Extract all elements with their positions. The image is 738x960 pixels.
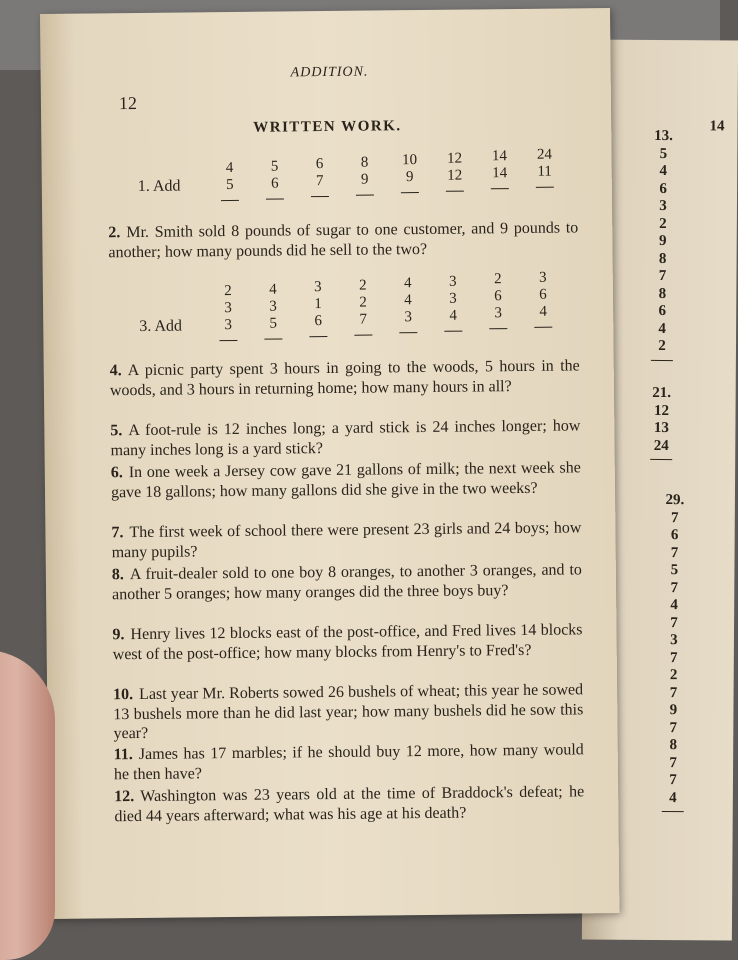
- facing-value: 7: [670, 579, 679, 596]
- addend: 14: [492, 165, 508, 182]
- facing-value: 4: [658, 320, 666, 337]
- addend: 5: [270, 158, 279, 175]
- facing-rule: [650, 459, 672, 460]
- facing-value: 3: [659, 197, 667, 215]
- facing-value: 7: [671, 509, 679, 526]
- addend: 11: [537, 163, 552, 180]
- problem-number: 2.: [108, 224, 121, 242]
- problem-text: James has 17 marbles; if he should buy 12 more, how many would he then have?: [113, 741, 584, 783]
- facing-value: 7: [669, 754, 677, 771]
- problem-number: 7.: [111, 524, 124, 542]
- facing-value: 6: [670, 527, 679, 544]
- facing-values-29: [657, 509, 691, 807]
- sum-line: [399, 332, 417, 333]
- problem-text: Henry lives 12 blocks east of the post-office, and Fred lives 14 blocks west of the post-office; how many blocks from Henry's to Fred's?: [112, 621, 583, 663]
- facing-value: 5: [659, 145, 668, 162]
- add-problem-1-column-1: [215, 160, 245, 201]
- facing-value: 4: [669, 789, 677, 806]
- problem-text: A fruit-dealer sold to one boy 8 oranges, to another 3 oranges, and to another 5 oranges; how many oranges did the three boys buy?: [111, 561, 582, 603]
- addend: 9: [360, 171, 369, 188]
- addend: 2: [493, 271, 502, 288]
- book-page: [40, 8, 619, 919]
- addend: 5: [269, 315, 278, 332]
- sum-line: [444, 330, 462, 331]
- facing-value: 13: [653, 419, 669, 437]
- addend: 6: [494, 288, 502, 305]
- addend: 2: [359, 294, 367, 311]
- word-problem-5: [110, 416, 580, 460]
- section-title: WRITTEN WORK.: [253, 118, 402, 136]
- addend: 2: [359, 277, 367, 294]
- sum-line: [266, 198, 284, 199]
- facing-value: 2: [658, 337, 666, 355]
- sum-line: [221, 200, 239, 201]
- addend: 9: [405, 169, 414, 186]
- problem-number: 10.: [113, 686, 134, 704]
- addend: 24: [536, 146, 553, 163]
- word-problem-10: [113, 680, 584, 743]
- add-problem-3-column-5: [393, 275, 424, 333]
- word-problem-12: [114, 782, 584, 826]
- addend: 4: [449, 307, 458, 324]
- facing-value: 7: [669, 719, 678, 736]
- addend: 1: [314, 296, 322, 313]
- add-problem-3-column-8: [528, 269, 559, 327]
- facing-value: 7: [670, 649, 678, 666]
- add-problem-1-column-2: [260, 158, 290, 199]
- facing-edge-number: 14: [709, 118, 725, 135]
- addend: 4: [539, 303, 547, 320]
- problem-number: 9.: [112, 626, 125, 644]
- problem-text: In one week a Jersey cow gave 21 gallons of milk; the next week she gave 18 gallons; how many gallons did she give in the two weeks?: [110, 459, 581, 501]
- problem-number: 11.: [113, 746, 133, 764]
- sum-line: [446, 190, 464, 191]
- add-problem-1-column-6: [439, 150, 469, 191]
- problem-text: The first week of school there were present 23 girls and 24 boys; how many pupils?: [111, 519, 582, 561]
- add-problem-3-column-6: [438, 273, 469, 331]
- addend: 4: [404, 275, 412, 292]
- facing-value: 4: [659, 162, 668, 180]
- add-problem-3-label: 3. Add: [139, 317, 183, 335]
- problem-number: 12.: [114, 788, 135, 806]
- sum-line: [354, 334, 372, 335]
- addend: 12: [447, 167, 463, 184]
- addend: 10: [401, 152, 418, 169]
- sum-line: [534, 326, 552, 327]
- sum-line: [401, 192, 419, 193]
- addend: 6: [270, 175, 279, 192]
- facing-value: 7: [670, 544, 679, 561]
- problem-number: 5.: [110, 422, 123, 440]
- add-problem-1-column-5: [394, 152, 424, 193]
- facing-value: 8: [669, 737, 678, 754]
- sum-line: [264, 338, 282, 339]
- facing-value: 5: [670, 562, 679, 579]
- facing-value: 7: [670, 614, 678, 631]
- addend: 3: [448, 273, 457, 290]
- addend: 6: [314, 313, 323, 330]
- add-problem-3-column-1: [213, 283, 244, 341]
- problem-text: Washington was 23 years old at the time of Braddock's defeat; he died 44 years afterward; what was his age at his death?: [114, 783, 585, 825]
- facing-value: 9: [658, 232, 667, 250]
- word-problem-7: [111, 518, 581, 562]
- facing-block-13: [646, 128, 680, 361]
- addend: 6: [315, 156, 324, 173]
- facing-value: 2: [669, 667, 678, 684]
- thumb: [0, 650, 55, 960]
- facing-value: 7: [669, 772, 677, 789]
- problem-text: A foot-rule is 12 inches long; a yard stick is 24 inches longer; how many inches long is a yard stick?: [110, 417, 581, 459]
- addend: 3: [538, 269, 547, 286]
- addend: 4: [225, 159, 234, 177]
- word-problem-8: [112, 560, 582, 604]
- facing-value: 2: [659, 215, 667, 232]
- facing-value: 12: [653, 402, 670, 419]
- facing-value: 9: [669, 702, 678, 719]
- sum-line: [219, 340, 237, 341]
- word-problem-9: [112, 620, 582, 664]
- facing-value: 8: [658, 250, 667, 267]
- word-problem-2: [108, 218, 578, 262]
- problem-text: A picnic party spent 3 hours in going to the woods, 5 hours in the woods, and 3 hours in returning home; how many hours in all?: [109, 357, 580, 399]
- problem-text: Last year Mr. Roberts sowed 26 bushels of wheat; this year he sowed 13 bushels more than he did last year; how many bushels did he sow this year?: [113, 681, 584, 743]
- addend: 3: [314, 279, 322, 296]
- addend: 4: [404, 292, 412, 309]
- addend: 5: [225, 176, 234, 194]
- add-problem-3-column-4: [348, 277, 379, 335]
- word-problem-6: [111, 458, 581, 502]
- word-problem-11: [114, 740, 584, 784]
- facing-value: 6: [659, 180, 667, 197]
- facing-value: 3: [670, 632, 678, 649]
- facing-value: 4: [670, 597, 679, 614]
- addend: 14: [491, 148, 508, 165]
- sum-line: [311, 196, 329, 197]
- addend: 7: [315, 173, 324, 190]
- page-number: 12: [118, 92, 138, 114]
- facing-values-21: [645, 402, 677, 455]
- facing-block-21: [645, 385, 678, 460]
- addend: 3: [224, 300, 232, 317]
- sum-line: [309, 336, 327, 337]
- facing-value: 24: [653, 437, 669, 454]
- sum-line: [356, 194, 374, 195]
- facing-heading-21: 21.: [652, 384, 672, 402]
- addend: 8: [360, 154, 369, 171]
- problem-number: 6.: [110, 464, 123, 482]
- facing-values-13: [646, 145, 679, 355]
- sum-line: [491, 188, 509, 189]
- addend: 3: [449, 290, 457, 307]
- addend: 3: [494, 305, 502, 322]
- facing-rule: [651, 359, 673, 360]
- word-problem-4: [110, 356, 580, 400]
- facing-block-29: [657, 492, 691, 812]
- addend: 7: [359, 311, 368, 328]
- add-problem-1-label: 1. Add: [137, 177, 181, 195]
- add-problem-1-column-4: [349, 154, 379, 195]
- addend: 2: [224, 283, 232, 300]
- add-problem-3-column-3: [303, 279, 334, 337]
- problem-text: Mr. Smith sold 8 pounds of sugar to one customer, and 9 pounds to another; how many pounds did he sell to the two?: [108, 219, 579, 261]
- facing-value: 7: [669, 684, 678, 701]
- facing-heading-29: 29.: [665, 492, 685, 509]
- addend: 6: [539, 286, 547, 303]
- facing-value: 7: [658, 267, 667, 285]
- addend: 3: [404, 309, 413, 326]
- add-problem-3-column-2: [258, 281, 289, 339]
- addend: 12: [446, 150, 463, 167]
- add-problem-1-column-8: [529, 146, 559, 187]
- addend: 4: [269, 281, 277, 298]
- facing-value: 8: [658, 285, 667, 302]
- addend: 3: [224, 317, 233, 334]
- facing-rule: [662, 811, 684, 812]
- add-problem-1-column-3: [305, 156, 335, 197]
- add-problem-3-column-7: [483, 271, 514, 329]
- facing-heading-13: 13.: [654, 127, 673, 145]
- running-head: ADDITION.: [290, 64, 369, 81]
- add-problem-1-column-7: [484, 148, 514, 189]
- addend: 3: [269, 298, 277, 315]
- problem-number: 8.: [111, 566, 124, 584]
- facing-value: 6: [658, 302, 667, 320]
- sum-line: [489, 328, 507, 329]
- problem-number: 4.: [109, 362, 122, 380]
- sum-line: [536, 186, 554, 187]
